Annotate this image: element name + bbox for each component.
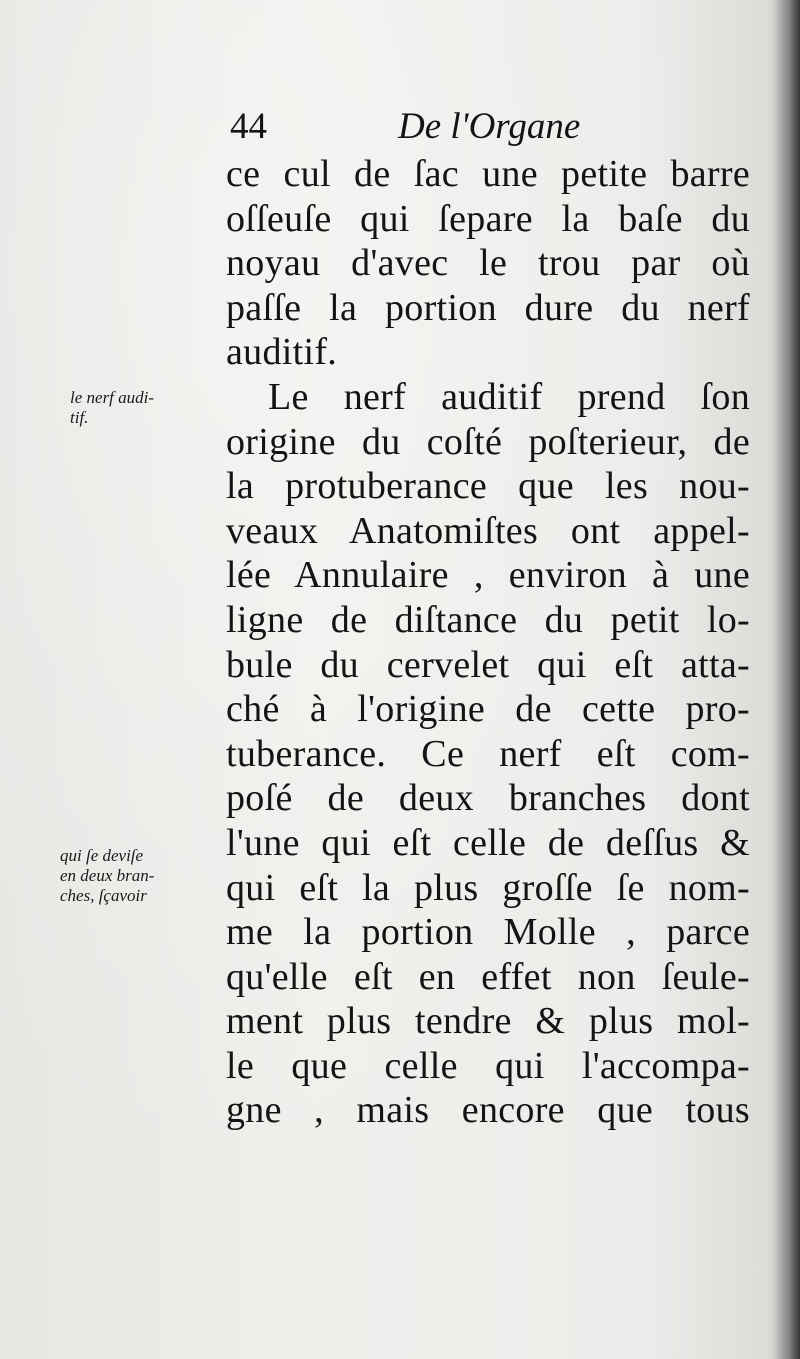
text-line: le que celle qui l'accompa- [226, 1044, 750, 1087]
text-line: ché à l'origine de cette pro- [226, 688, 750, 731]
margin-note-nerf-auditif [70, 388, 220, 428]
margin-note-line: en deux bran- [60, 866, 155, 885]
text-line: auditif. [226, 331, 338, 374]
text-line: ce cul de ſac une petite barre [226, 153, 750, 195]
text-line: bule du cervelet qui eſt atta- [226, 643, 750, 686]
text-line: poſé de deux branches dont [226, 777, 750, 820]
text-line: origine du coſté poſterieur, de [226, 420, 750, 463]
margin-note-line: le nerf audi- [70, 388, 155, 407]
text-line: me la portion Molle , parce [226, 911, 750, 954]
text-line: ment plus tendre & plus mol- [226, 1000, 750, 1043]
text-line: qu'elle eſt en effet non ſeule- [226, 955, 750, 998]
text-line: oſſeuſe qui ſepare la baſe du [226, 197, 750, 240]
margin-note-line: qui ſe deviſe [60, 846, 144, 865]
text-line: la protuberance que les nou- [226, 465, 750, 508]
margin-note-line: tif. [70, 408, 89, 427]
text-line: gne , mais encore que tous [226, 1089, 750, 1132]
margin-note-deux-branches [60, 846, 210, 906]
page-header [226, 104, 746, 150]
text-line: noyau d'avec le trou par où [226, 242, 750, 285]
text-line: ligne de diſtance du petit lo- [226, 598, 750, 641]
text-line: qui eſt la plus groſſe ſe nom- [226, 866, 750, 909]
text-line: lée Annulaire , environ à une [226, 554, 750, 597]
text-line: tuberance. Ce nerf eſt com- [226, 732, 750, 775]
text-line: paſſe la portion dure du nerf [226, 286, 750, 329]
text-line: Le nerf auditif prend ſon [268, 375, 750, 418]
page-number: 44 [230, 106, 267, 147]
body-text [226, 152, 750, 1133]
text-line: veaux Anatomiſtes ont appel- [226, 509, 750, 552]
margin-note-line: ches, ſçavoir [60, 886, 147, 905]
page-gutter-shadow [774, 0, 800, 1359]
running-title: De l'Organe [398, 106, 581, 147]
text-line: l'une qui eſt celle de deſſus & [226, 821, 750, 864]
